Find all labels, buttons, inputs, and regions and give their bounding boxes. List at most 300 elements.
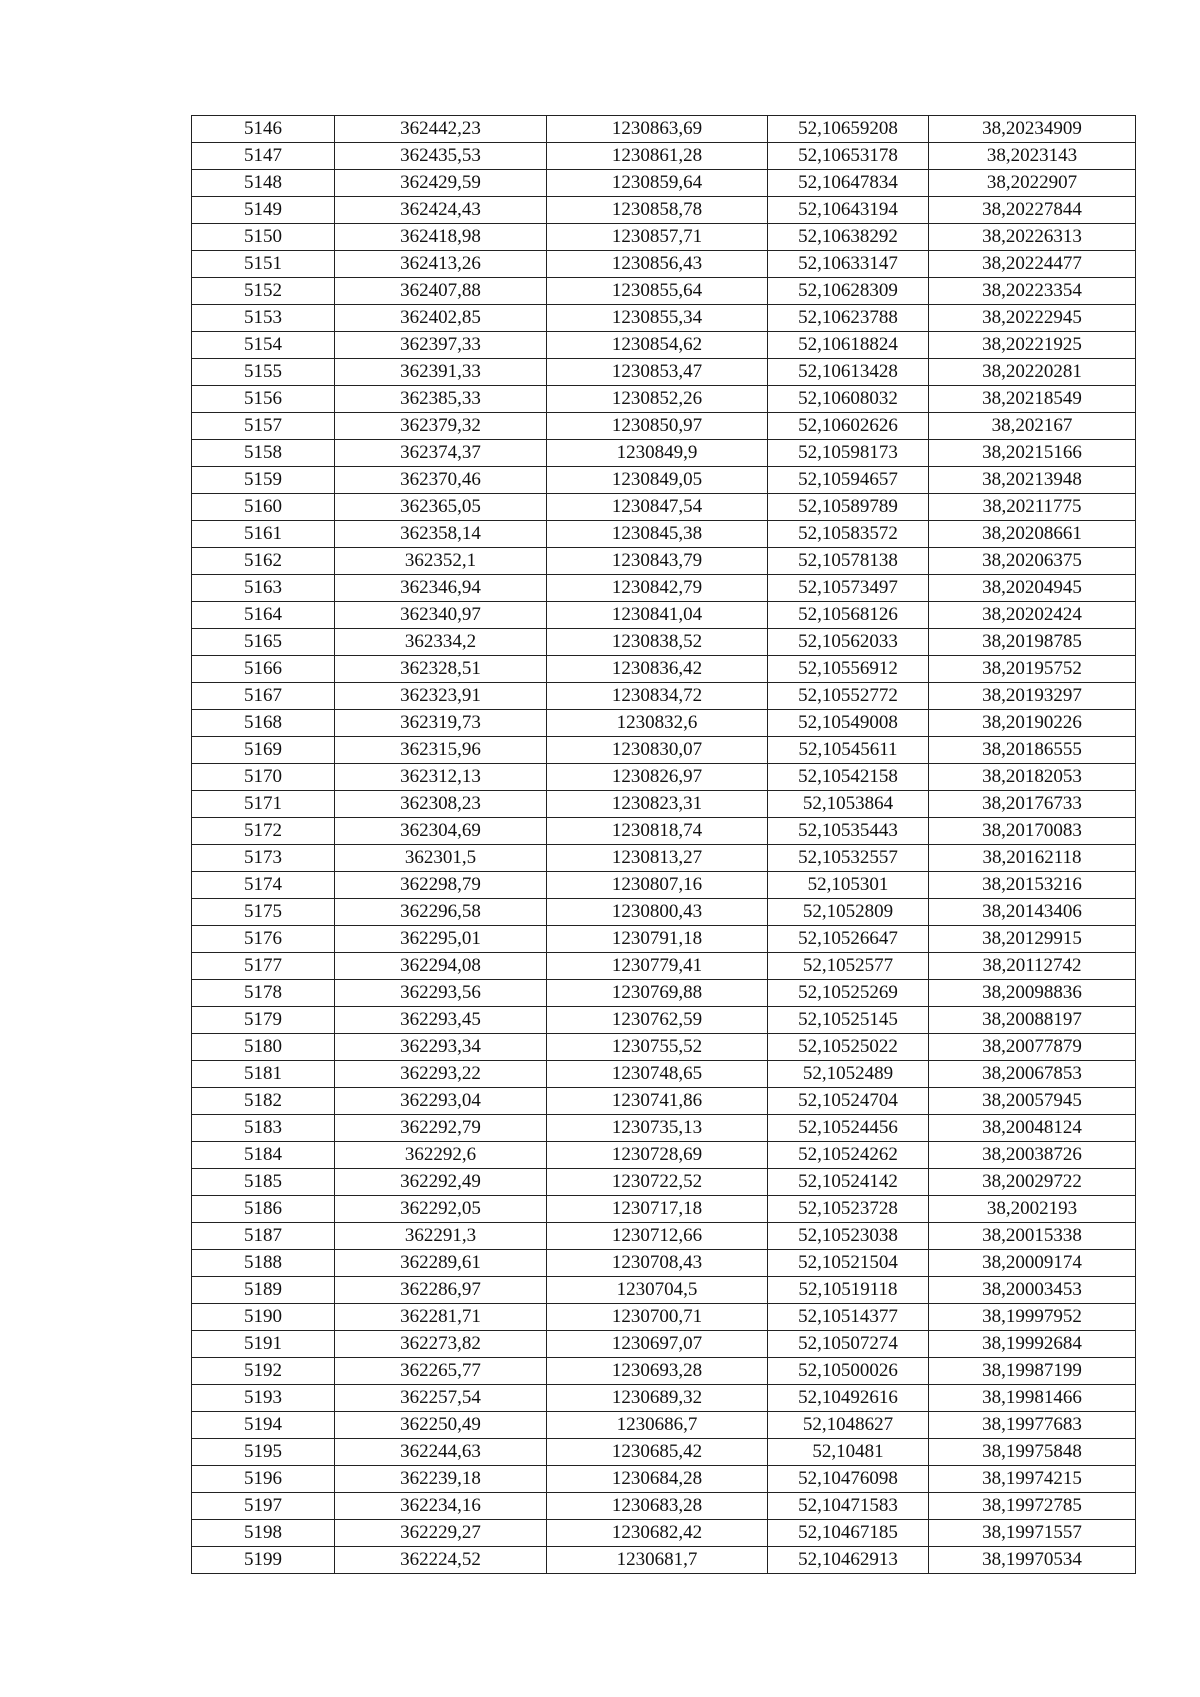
point-number-cell: 5174: [192, 872, 335, 899]
longitude-cell: 38,19971557: [929, 1520, 1136, 1547]
point-number-cell: 5195: [192, 1439, 335, 1466]
y-coordinate-cell: 1230697,07: [547, 1331, 768, 1358]
table-row: [192, 494, 1136, 521]
table-row: [192, 953, 1136, 980]
latitude-cell: 52,10633147: [768, 251, 929, 278]
y-coordinate-cell: 1230854,62: [547, 332, 768, 359]
x-coordinate-cell: 362293,56: [335, 980, 547, 1007]
point-number-cell: 5158: [192, 440, 335, 467]
longitude-cell: 38,20193297: [929, 683, 1136, 710]
x-coordinate-cell: 362293,45: [335, 1007, 547, 1034]
table-row: [192, 197, 1136, 224]
longitude-cell: 38,20211775: [929, 494, 1136, 521]
longitude-cell: 38,20077879: [929, 1034, 1136, 1061]
longitude-cell: 38,20029722: [929, 1169, 1136, 1196]
longitude-cell: 38,19972785: [929, 1493, 1136, 1520]
table-row: [192, 1385, 1136, 1412]
point-number-cell: 5161: [192, 521, 335, 548]
latitude-cell: 52,10467185: [768, 1520, 929, 1547]
latitude-cell: 52,10608032: [768, 386, 929, 413]
x-coordinate-cell: 362273,82: [335, 1331, 547, 1358]
latitude-cell: 52,10568126: [768, 602, 929, 629]
longitude-cell: 38,20224477: [929, 251, 1136, 278]
point-number-cell: 5175: [192, 899, 335, 926]
table-row: [192, 1223, 1136, 1250]
latitude-cell: 52,10578138: [768, 548, 929, 575]
longitude-cell: 38,20015338: [929, 1223, 1136, 1250]
latitude-cell: 52,10583572: [768, 521, 929, 548]
latitude-cell: 52,10481: [768, 1439, 929, 1466]
x-coordinate-cell: 362281,71: [335, 1304, 547, 1331]
point-number-cell: 5162: [192, 548, 335, 575]
longitude-cell: 38,20098836: [929, 980, 1136, 1007]
y-coordinate-cell: 1230826,97: [547, 764, 768, 791]
table-row: [192, 305, 1136, 332]
x-coordinate-cell: 362298,79: [335, 872, 547, 899]
y-coordinate-cell: 1230708,43: [547, 1250, 768, 1277]
table-row: [192, 332, 1136, 359]
x-coordinate-cell: 362257,54: [335, 1385, 547, 1412]
y-coordinate-cell: 1230813,27: [547, 845, 768, 872]
table-row: [192, 359, 1136, 386]
table-row: [192, 1466, 1136, 1493]
point-number-cell: 5149: [192, 197, 335, 224]
point-number-cell: 5165: [192, 629, 335, 656]
table-row: [192, 575, 1136, 602]
y-coordinate-cell: 1230762,59: [547, 1007, 768, 1034]
longitude-cell: 38,2022907: [929, 170, 1136, 197]
y-coordinate-cell: 1230863,69: [547, 116, 768, 143]
latitude-cell: 52,10659208: [768, 116, 929, 143]
table-row: [192, 1412, 1136, 1439]
y-coordinate-cell: 1230684,28: [547, 1466, 768, 1493]
point-number-cell: 5193: [192, 1385, 335, 1412]
latitude-cell: 52,1048627: [768, 1412, 929, 1439]
latitude-cell: 52,10552772: [768, 683, 929, 710]
x-coordinate-cell: 362323,91: [335, 683, 547, 710]
point-number-cell: 5183: [192, 1115, 335, 1142]
point-number-cell: 5155: [192, 359, 335, 386]
y-coordinate-cell: 1230859,64: [547, 170, 768, 197]
latitude-cell: 52,10471583: [768, 1493, 929, 1520]
longitude-cell: 38,19987199: [929, 1358, 1136, 1385]
longitude-cell: 38,20223354: [929, 278, 1136, 305]
x-coordinate-cell: 362250,49: [335, 1412, 547, 1439]
longitude-cell: 38,20190226: [929, 710, 1136, 737]
x-coordinate-cell: 362346,94: [335, 575, 547, 602]
longitude-cell: 38,20222945: [929, 305, 1136, 332]
y-coordinate-cell: 1230722,52: [547, 1169, 768, 1196]
longitude-cell: 38,19997952: [929, 1304, 1136, 1331]
x-coordinate-cell: 362295,01: [335, 926, 547, 953]
point-number-cell: 5177: [192, 953, 335, 980]
point-number-cell: 5153: [192, 305, 335, 332]
x-coordinate-cell: 362418,98: [335, 224, 547, 251]
x-coordinate-cell: 362286,97: [335, 1277, 547, 1304]
latitude-cell: 52,10526647: [768, 926, 929, 953]
y-coordinate-cell: 1230838,52: [547, 629, 768, 656]
point-number-cell: 5179: [192, 1007, 335, 1034]
longitude-cell: 38,20176733: [929, 791, 1136, 818]
y-coordinate-cell: 1230847,54: [547, 494, 768, 521]
longitude-cell: 38,20202424: [929, 602, 1136, 629]
point-number-cell: 5154: [192, 332, 335, 359]
y-coordinate-cell: 1230818,74: [547, 818, 768, 845]
longitude-cell: 38,19974215: [929, 1466, 1136, 1493]
y-coordinate-cell: 1230800,43: [547, 899, 768, 926]
x-coordinate-cell: 362334,2: [335, 629, 547, 656]
y-coordinate-cell: 1230717,18: [547, 1196, 768, 1223]
longitude-cell: 38,20195752: [929, 656, 1136, 683]
y-coordinate-cell: 1230704,5: [547, 1277, 768, 1304]
point-number-cell: 5170: [192, 764, 335, 791]
y-coordinate-cell: 1230700,71: [547, 1304, 768, 1331]
x-coordinate-cell: 362315,96: [335, 737, 547, 764]
latitude-cell: 52,10542158: [768, 764, 929, 791]
point-number-cell: 5194: [192, 1412, 335, 1439]
latitude-cell: 52,10598173: [768, 440, 929, 467]
x-coordinate-cell: 362319,73: [335, 710, 547, 737]
x-coordinate-cell: 362374,37: [335, 440, 547, 467]
table-row: [192, 1520, 1136, 1547]
latitude-cell: 52,10628309: [768, 278, 929, 305]
x-coordinate-cell: 362435,53: [335, 143, 547, 170]
table-row: [192, 899, 1136, 926]
latitude-cell: 52,10562033: [768, 629, 929, 656]
point-number-cell: 5199: [192, 1547, 335, 1574]
longitude-cell: 38,20220281: [929, 359, 1136, 386]
y-coordinate-cell: 1230843,79: [547, 548, 768, 575]
point-number-cell: 5185: [192, 1169, 335, 1196]
latitude-cell: 52,10525145: [768, 1007, 929, 1034]
x-coordinate-cell: 362402,85: [335, 305, 547, 332]
latitude-cell: 52,10602626: [768, 413, 929, 440]
table-row: [192, 1277, 1136, 1304]
latitude-cell: 52,10573497: [768, 575, 929, 602]
latitude-cell: 52,10532557: [768, 845, 929, 872]
y-coordinate-cell: 1230832,6: [547, 710, 768, 737]
point-number-cell: 5188: [192, 1250, 335, 1277]
latitude-cell: 52,10623788: [768, 305, 929, 332]
longitude-cell: 38,20204945: [929, 575, 1136, 602]
latitude-cell: 52,10523728: [768, 1196, 929, 1223]
x-coordinate-cell: 362424,43: [335, 197, 547, 224]
x-coordinate-cell: 362365,05: [335, 494, 547, 521]
longitude-cell: 38,20088197: [929, 1007, 1136, 1034]
latitude-cell: 52,10594657: [768, 467, 929, 494]
table-row: [192, 845, 1136, 872]
longitude-cell: 38,20215166: [929, 440, 1136, 467]
y-coordinate-cell: 1230693,28: [547, 1358, 768, 1385]
point-number-cell: 5192: [192, 1358, 335, 1385]
latitude-cell: 52,10613428: [768, 359, 929, 386]
table-row: [192, 1088, 1136, 1115]
table-row: [192, 1493, 1136, 1520]
y-coordinate-cell: 1230728,69: [547, 1142, 768, 1169]
table-row: [192, 1007, 1136, 1034]
x-coordinate-cell: 362340,97: [335, 602, 547, 629]
longitude-cell: 38,20112742: [929, 953, 1136, 980]
table-row: [192, 386, 1136, 413]
longitude-cell: 38,20009174: [929, 1250, 1136, 1277]
point-number-cell: 5166: [192, 656, 335, 683]
table-row: [192, 818, 1136, 845]
longitude-cell: 38,20153216: [929, 872, 1136, 899]
y-coordinate-cell: 1230856,43: [547, 251, 768, 278]
point-number-cell: 5160: [192, 494, 335, 521]
longitude-cell: 38,20227844: [929, 197, 1136, 224]
y-coordinate-cell: 1230681,7: [547, 1547, 768, 1574]
point-number-cell: 5163: [192, 575, 335, 602]
point-number-cell: 5167: [192, 683, 335, 710]
x-coordinate-cell: 362265,77: [335, 1358, 547, 1385]
latitude-cell: 52,10521504: [768, 1250, 929, 1277]
point-number-cell: 5169: [192, 737, 335, 764]
x-coordinate-cell: 362304,69: [335, 818, 547, 845]
y-coordinate-cell: 1230857,71: [547, 224, 768, 251]
table-row: [192, 413, 1136, 440]
point-number-cell: 5190: [192, 1304, 335, 1331]
latitude-cell: 52,10524704: [768, 1088, 929, 1115]
table-row: [192, 1304, 1136, 1331]
table-row: [192, 764, 1136, 791]
point-number-cell: 5173: [192, 845, 335, 872]
x-coordinate-cell: 362413,26: [335, 251, 547, 278]
y-coordinate-cell: 1230853,47: [547, 359, 768, 386]
longitude-cell: 38,20234909: [929, 116, 1136, 143]
latitude-cell: 52,10643194: [768, 197, 929, 224]
longitude-cell: 38,2023143: [929, 143, 1136, 170]
longitude-cell: 38,20182053: [929, 764, 1136, 791]
y-coordinate-cell: 1230712,66: [547, 1223, 768, 1250]
point-number-cell: 5184: [192, 1142, 335, 1169]
point-number-cell: 5151: [192, 251, 335, 278]
table-row: [192, 440, 1136, 467]
point-number-cell: 5168: [192, 710, 335, 737]
y-coordinate-cell: 1230855,34: [547, 305, 768, 332]
table-row: [192, 1331, 1136, 1358]
x-coordinate-cell: 362407,88: [335, 278, 547, 305]
x-coordinate-cell: 362391,33: [335, 359, 547, 386]
latitude-cell: 52,10525269: [768, 980, 929, 1007]
table-row: [192, 170, 1136, 197]
coordinates-table: [191, 115, 1136, 1574]
table-row: [192, 602, 1136, 629]
latitude-cell: 52,10524142: [768, 1169, 929, 1196]
latitude-cell: 52,10476098: [768, 1466, 929, 1493]
latitude-cell: 52,10653178: [768, 143, 929, 170]
coordinates-table-body: [192, 116, 1136, 1574]
longitude-cell: 38,20218549: [929, 386, 1136, 413]
y-coordinate-cell: 1230850,97: [547, 413, 768, 440]
y-coordinate-cell: 1230861,28: [547, 143, 768, 170]
x-coordinate-cell: 362429,59: [335, 170, 547, 197]
table-row: [192, 737, 1136, 764]
table-row: [192, 872, 1136, 899]
table-row: [192, 1358, 1136, 1385]
latitude-cell: 52,10525022: [768, 1034, 929, 1061]
point-number-cell: 5146: [192, 116, 335, 143]
longitude-cell: 38,19977683: [929, 1412, 1136, 1439]
x-coordinate-cell: 362296,58: [335, 899, 547, 926]
latitude-cell: 52,10556912: [768, 656, 929, 683]
point-number-cell: 5198: [192, 1520, 335, 1547]
y-coordinate-cell: 1230779,41: [547, 953, 768, 980]
latitude-cell: 52,1052809: [768, 899, 929, 926]
y-coordinate-cell: 1230855,64: [547, 278, 768, 305]
longitude-cell: 38,20057945: [929, 1088, 1136, 1115]
point-number-cell: 5147: [192, 143, 335, 170]
table-row: [192, 1439, 1136, 1466]
x-coordinate-cell: 362292,49: [335, 1169, 547, 1196]
table-row: [192, 1250, 1136, 1277]
longitude-cell: 38,19992684: [929, 1331, 1136, 1358]
longitude-cell: 38,19981466: [929, 1385, 1136, 1412]
y-coordinate-cell: 1230682,42: [547, 1520, 768, 1547]
point-number-cell: 5189: [192, 1277, 335, 1304]
longitude-cell: 38,20208661: [929, 521, 1136, 548]
table-row: [192, 710, 1136, 737]
table-row: [192, 980, 1136, 1007]
longitude-cell: 38,20067853: [929, 1061, 1136, 1088]
x-coordinate-cell: 362234,16: [335, 1493, 547, 1520]
table-row: [192, 791, 1136, 818]
x-coordinate-cell: 362328,51: [335, 656, 547, 683]
y-coordinate-cell: 1230741,86: [547, 1088, 768, 1115]
table-row: [192, 1169, 1136, 1196]
table-row: [192, 521, 1136, 548]
latitude-cell: 52,10545611: [768, 737, 929, 764]
longitude-cell: 38,20198785: [929, 629, 1136, 656]
x-coordinate-cell: 362308,23: [335, 791, 547, 818]
table-row: [192, 548, 1136, 575]
point-number-cell: 5196: [192, 1466, 335, 1493]
latitude-cell: 52,10589789: [768, 494, 929, 521]
x-coordinate-cell: 362312,13: [335, 764, 547, 791]
point-number-cell: 5172: [192, 818, 335, 845]
y-coordinate-cell: 1230845,38: [547, 521, 768, 548]
longitude-cell: 38,20186555: [929, 737, 1136, 764]
longitude-cell: 38,20213948: [929, 467, 1136, 494]
x-coordinate-cell: 362229,27: [335, 1520, 547, 1547]
y-coordinate-cell: 1230823,31: [547, 791, 768, 818]
y-coordinate-cell: 1230842,79: [547, 575, 768, 602]
point-number-cell: 5181: [192, 1061, 335, 1088]
longitude-cell: 38,20226313: [929, 224, 1136, 251]
latitude-cell: 52,10462913: [768, 1547, 929, 1574]
y-coordinate-cell: 1230849,05: [547, 467, 768, 494]
y-coordinate-cell: 1230858,78: [547, 197, 768, 224]
x-coordinate-cell: 362292,79: [335, 1115, 547, 1142]
table-row: [192, 1061, 1136, 1088]
point-number-cell: 5148: [192, 170, 335, 197]
x-coordinate-cell: 362293,04: [335, 1088, 547, 1115]
x-coordinate-cell: 362224,52: [335, 1547, 547, 1574]
point-number-cell: 5152: [192, 278, 335, 305]
table-row: [192, 656, 1136, 683]
y-coordinate-cell: 1230841,04: [547, 602, 768, 629]
latitude-cell: 52,10523038: [768, 1223, 929, 1250]
x-coordinate-cell: 362301,5: [335, 845, 547, 872]
point-number-cell: 5156: [192, 386, 335, 413]
longitude-cell: 38,20003453: [929, 1277, 1136, 1304]
latitude-cell: 52,10549008: [768, 710, 929, 737]
latitude-cell: 52,1052489: [768, 1061, 929, 1088]
point-number-cell: 5187: [192, 1223, 335, 1250]
latitude-cell: 52,1052577: [768, 953, 929, 980]
y-coordinate-cell: 1230689,32: [547, 1385, 768, 1412]
x-coordinate-cell: 362397,33: [335, 332, 547, 359]
x-coordinate-cell: 362358,14: [335, 521, 547, 548]
latitude-cell: 52,105301: [768, 872, 929, 899]
x-coordinate-cell: 362292,6: [335, 1142, 547, 1169]
y-coordinate-cell: 1230769,88: [547, 980, 768, 1007]
table-row: [192, 224, 1136, 251]
y-coordinate-cell: 1230686,7: [547, 1412, 768, 1439]
point-number-cell: 5157: [192, 413, 335, 440]
longitude-cell: 38,20129915: [929, 926, 1136, 953]
longitude-cell: 38,19970534: [929, 1547, 1136, 1574]
y-coordinate-cell: 1230748,65: [547, 1061, 768, 1088]
y-coordinate-cell: 1230836,42: [547, 656, 768, 683]
table-row: [192, 116, 1136, 143]
x-coordinate-cell: 362352,1: [335, 548, 547, 575]
point-number-cell: 5159: [192, 467, 335, 494]
longitude-cell: 38,20162118: [929, 845, 1136, 872]
latitude-cell: 52,10507274: [768, 1331, 929, 1358]
y-coordinate-cell: 1230735,13: [547, 1115, 768, 1142]
point-number-cell: 5180: [192, 1034, 335, 1061]
table-row: [192, 1547, 1136, 1574]
table-row: [192, 683, 1136, 710]
x-coordinate-cell: 362291,3: [335, 1223, 547, 1250]
table-row: [192, 251, 1136, 278]
y-coordinate-cell: 1230807,16: [547, 872, 768, 899]
x-coordinate-cell: 362294,08: [335, 953, 547, 980]
table-row: [192, 1196, 1136, 1223]
table-row: [192, 926, 1136, 953]
latitude-cell: 52,10519118: [768, 1277, 929, 1304]
point-number-cell: 5182: [192, 1088, 335, 1115]
x-coordinate-cell: 362292,05: [335, 1196, 547, 1223]
point-number-cell: 5197: [192, 1493, 335, 1520]
table-row: [192, 143, 1136, 170]
x-coordinate-cell: 362370,46: [335, 467, 547, 494]
table-row: [192, 629, 1136, 656]
longitude-cell: 38,20221925: [929, 332, 1136, 359]
x-coordinate-cell: 362385,33: [335, 386, 547, 413]
longitude-cell: 38,20038726: [929, 1142, 1136, 1169]
y-coordinate-cell: 1230685,42: [547, 1439, 768, 1466]
table-row: [192, 1034, 1136, 1061]
latitude-cell: 52,10524262: [768, 1142, 929, 1169]
longitude-cell: 38,202167: [929, 413, 1136, 440]
longitude-cell: 38,20170083: [929, 818, 1136, 845]
latitude-cell: 52,10618824: [768, 332, 929, 359]
y-coordinate-cell: 1230755,52: [547, 1034, 768, 1061]
latitude-cell: 52,10492616: [768, 1385, 929, 1412]
y-coordinate-cell: 1230830,07: [547, 737, 768, 764]
table-row: [192, 1115, 1136, 1142]
table-row: [192, 467, 1136, 494]
latitude-cell: 52,10647834: [768, 170, 929, 197]
table-row: [192, 278, 1136, 305]
point-number-cell: 5186: [192, 1196, 335, 1223]
table-row: [192, 1142, 1136, 1169]
longitude-cell: 38,20048124: [929, 1115, 1136, 1142]
x-coordinate-cell: 362244,63: [335, 1439, 547, 1466]
y-coordinate-cell: 1230791,18: [547, 926, 768, 953]
